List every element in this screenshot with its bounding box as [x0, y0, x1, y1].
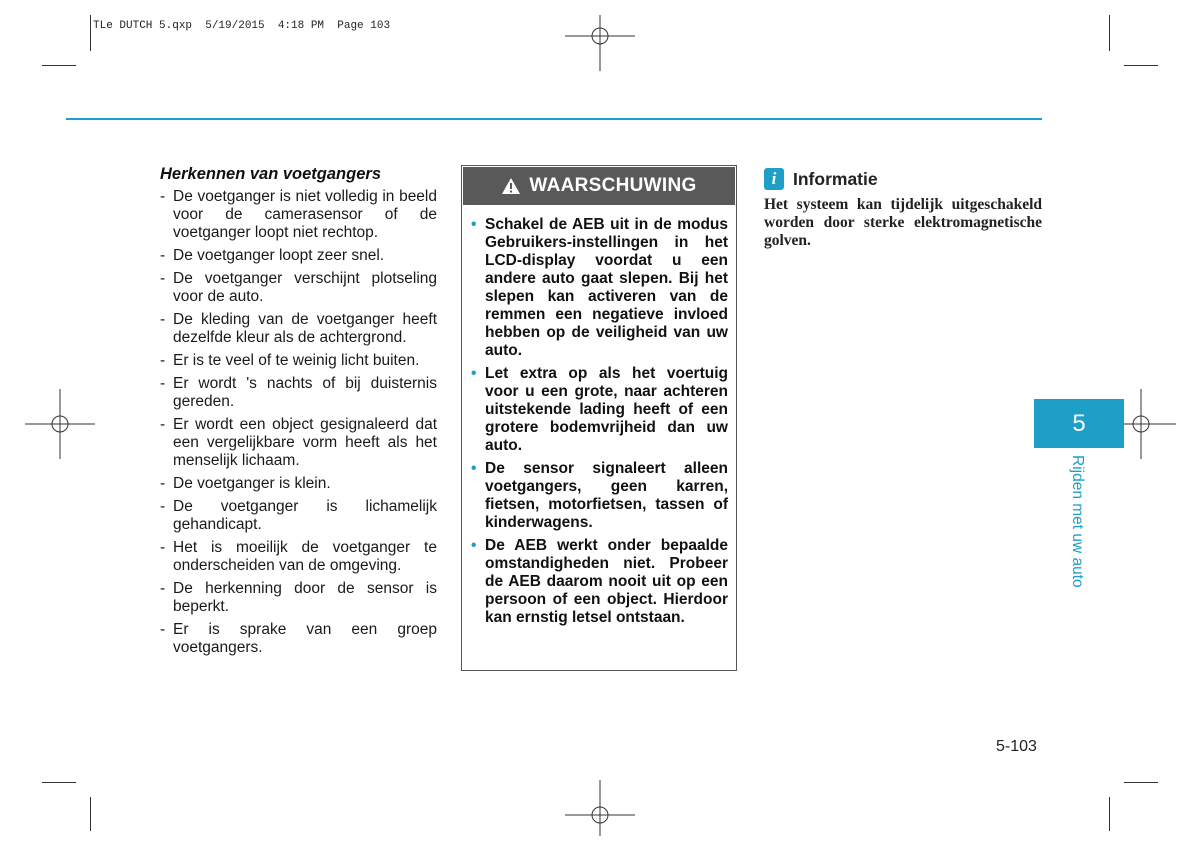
list-item: - Het is moeilijk de voetganger te onderscheiden van de omgeving.	[160, 539, 437, 574]
list-item: - De voetganger verschijnt plotseling voor de auto.	[160, 270, 437, 305]
list-item: - De voetganger loopt zeer snel.	[160, 247, 385, 264]
list-item: • De sensor signaleert alleen voetgangers, geen karren, fietsen, motorfietsen, tassen of kinderwagens.	[471, 460, 728, 531]
list-item: - Er is sprake van een groep voetgangers.	[160, 621, 437, 656]
crop-mark	[90, 797, 91, 831]
info-title: Informatie	[793, 168, 878, 189]
page-number: 5-103	[996, 738, 1037, 755]
info-box	[764, 168, 1042, 250]
warning-box	[461, 165, 737, 671]
list-item: - Er wordt 's nachts of bij duisternis gereden.	[160, 375, 437, 410]
warning-header	[463, 167, 735, 205]
registration-mark-icon	[565, 1, 635, 71]
list-item: - De kleding van de voetganger heeft dezelfde kleur als de achtergrond.	[160, 311, 437, 346]
list-item: - De voetganger is lichamelijk gehandicapt.	[160, 498, 437, 533]
list-item: - Er is te veel of te weinig licht buiten.	[160, 352, 420, 369]
chapter-number-tab: 5	[1034, 399, 1124, 448]
list-item: - De voetganger is klein.	[160, 475, 331, 492]
list-item: - Er wordt een object gesignaleerd dat een vergelijkbare vorm heeft als het menselijk lichaam.	[160, 416, 437, 469]
warning-title: WAARSCHUWING	[529, 175, 697, 196]
crop-mark	[1109, 15, 1110, 51]
crop-mark	[42, 782, 76, 783]
warning-triangle-icon	[501, 177, 521, 195]
crop-mark	[90, 15, 91, 51]
list-item: • Let extra op als het voertuig voor u een grote, naar achteren uitstekende lading heeft of een grotere bodemvrijheid dan uw auto.	[471, 365, 728, 454]
info-header	[764, 168, 1042, 190]
list-item: • Schakel de AEB uit in de modus Gebruikers-instellingen in het LCD-display voordat u een andere auto gaat slepen. Bij het slepen kan activeren van de remmen een negatieve invloed hebben op de veiligheid van uw auto.	[471, 216, 728, 359]
header-rule	[66, 118, 1042, 120]
pedestrian-recognition-section	[160, 165, 437, 662]
registration-mark-icon	[565, 780, 635, 850]
info-text: Het systeem kan tijdelijk uitgeschakeld worden door sterke elektromagnetische golven.	[764, 196, 1042, 249]
info-icon: i	[764, 168, 784, 190]
chapter-label-text: Rijden met uw auto	[1069, 455, 1086, 588]
list-item: - De voetganger is niet volledig in beeld voor de camerasensor of de voetganger loopt niet rechtop.	[160, 188, 437, 241]
print-slug: TLe DUTCH 5.qxp 5/19/2015 4:18 PM Page 103	[93, 20, 391, 32]
limitation-list	[160, 188, 437, 657]
list-item: - De herkenning door de sensor is beperkt.	[160, 580, 437, 615]
section-heading: Herkennen van voetgangers	[160, 165, 381, 183]
list-item: • De AEB werkt onder bepaalde omstandigheden niet. Probeer de AEB daarom nooit uit op een persoon of een object. Hierdoor kan ernstig letsel ontstaan.	[471, 537, 728, 626]
warning-list	[462, 206, 736, 627]
registration-mark-icon	[25, 389, 95, 459]
crop-mark	[1124, 65, 1158, 66]
chapter-label	[1070, 455, 1090, 595]
crop-mark	[1109, 797, 1110, 831]
crop-mark	[1124, 782, 1158, 783]
crop-mark	[42, 65, 76, 66]
